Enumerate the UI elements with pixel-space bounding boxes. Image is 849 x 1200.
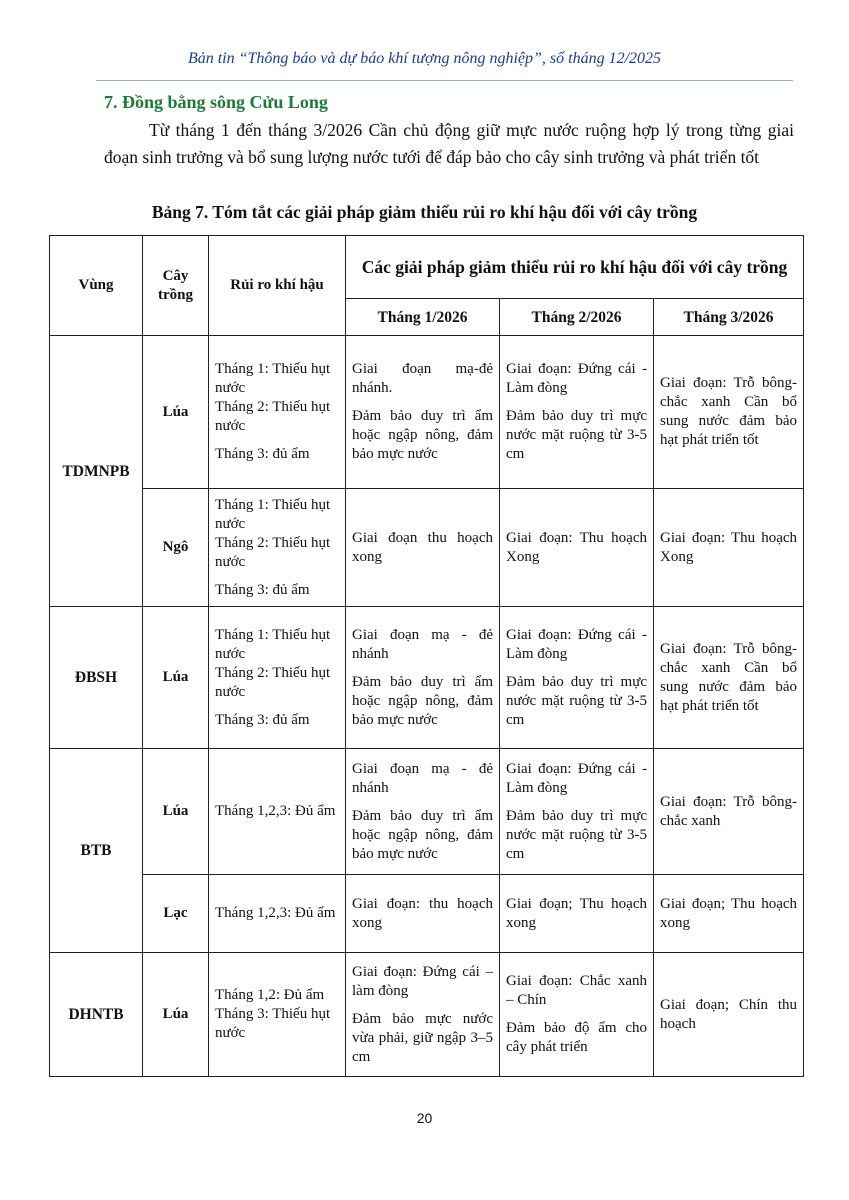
header-month-2: Tháng 2/2026	[500, 299, 654, 336]
header-solutions: Các giải pháp giảm thiểu rủi ro khí hậu đối với cây trồng	[346, 236, 804, 299]
header-region: Vùng	[50, 236, 143, 336]
month-2-cell	[500, 749, 654, 875]
m1-line: Giai đoạn mạ-đẻ nhánh.	[352, 361, 493, 396]
m2-line: Đảm bảo duy trì mực nước mặt ruộng từ 3-5 cm	[506, 673, 647, 728]
m1-line: Giai đoạn mạ - đẻ nhánh	[352, 626, 493, 662]
table-row	[50, 749, 804, 875]
region-cell: DHNTB	[50, 953, 143, 1077]
month-1-cell	[346, 953, 500, 1077]
risk-line: Tháng 1: Thiếu hụt nước	[215, 361, 331, 396]
month-3-cell	[654, 336, 804, 489]
crop-cell: Lúa	[143, 607, 209, 749]
risk-line: Tháng 1: Thiếu hụt nước	[215, 496, 331, 532]
m2-line: Đảm bảo độ ẩm cho cây phát triển	[506, 1020, 647, 1055]
m1-line: Đảm bảo duy trì ẩm hoặc ngập nông, đảm bảo mực nước	[352, 408, 493, 462]
risk-line: Tháng 3: đủ ẩm	[215, 711, 310, 728]
m2-line: Giai đoạn: Đứng cái -Làm đòng	[506, 626, 647, 662]
m1-line: Đảm bảo duy trì ẩm hoặc ngập nông, đảm bảo mực nước	[352, 673, 493, 728]
risk-cell	[209, 489, 346, 607]
table-row	[50, 607, 804, 749]
m1-line: Đảm bảo mực nước vừa phải, giữ ngập 3–5 cm	[352, 1010, 493, 1065]
m3-line: Giai đoạn: Trỗ bông- chắc xanh Cần bổ sung nước đảm bảo hạt phát triển tốt	[660, 375, 798, 448]
risk-line: Tháng 2: Thiếu hụt nước	[215, 534, 331, 570]
month-1-cell	[346, 336, 500, 489]
risk-cell	[209, 607, 346, 749]
month-3-cell	[654, 953, 804, 1077]
header-month-3: Tháng 3/2026	[654, 299, 804, 336]
month-3-cell	[654, 749, 804, 875]
risk-line: Tháng 2: Thiếu hụt nước	[215, 399, 331, 434]
risk-line: Tháng 3: Thiếu hụt nước	[215, 1006, 331, 1041]
month-1-cell	[346, 749, 500, 875]
risk-cell	[209, 749, 346, 875]
risk-line: Tháng 1,2,3: Đủ ẩm	[215, 905, 336, 921]
m3-line: Giai đoạn; Thu hoạch xong	[660, 895, 798, 931]
climate-risk-table	[49, 235, 804, 1077]
m2-line: Giai đoạn: Đứng cái -Làm đòng	[506, 760, 647, 796]
m3-line: Giai đoạn: Thu hoạch Xong	[660, 529, 798, 565]
intro-paragraph: Từ tháng 1 đến tháng 3/2026 Cần chủ động giữ mực nước ruộng hợp lý trong từng giai đoạn sinh trưởng và bổ sung lượng nước tưới để đáp bảo cho cây sinh trưởng và phát triển tốt	[104, 120, 794, 167]
crop-cell: Ngô	[143, 489, 209, 607]
m2-line: Giai đoạn: Thu hoạch Xong	[506, 529, 647, 565]
risk-line: Tháng 3: đủ ẩm	[215, 581, 310, 598]
crop-cell: Lạc	[143, 875, 209, 953]
month-1-cell	[346, 875, 500, 953]
month-3-cell	[654, 489, 804, 607]
table-row	[50, 953, 804, 1077]
section-title: 7. Đồng bằng sông Cửu Long	[104, 92, 328, 112]
month-2-cell	[500, 953, 654, 1077]
month-2-cell	[500, 875, 654, 953]
m2-line: Đảm bảo duy trì mực nước mặt ruộng từ 3-5 cm	[506, 807, 647, 862]
m3-line: Giai đoạn; Chín thu hoạch	[660, 996, 798, 1032]
m3-line: Giai đoạn: Trỗ bông- chắc xanh Cần bổ sung nước đảm bảo hạt phát triển tốt	[660, 640, 798, 714]
header-risk: Rủi ro khí hậu	[209, 236, 346, 336]
header-crop: Cây trồng	[143, 236, 209, 336]
month-2-cell	[500, 489, 654, 607]
region-cell: ĐBSH	[50, 607, 143, 749]
month-1-cell	[346, 489, 500, 607]
risk-cell	[209, 875, 346, 953]
table-caption: Bảng 7. Tóm tắt các giải pháp giảm thiểu rủi ro khí hậu đối với cây trồng	[151, 202, 698, 222]
risk-cell	[209, 336, 346, 489]
month-3-cell	[654, 875, 804, 953]
crop-cell: Lúa	[143, 953, 209, 1077]
m2-line: Giai đoạn: Đứng cái -Làm đòng	[506, 361, 647, 396]
table-row	[50, 875, 804, 953]
risk-line: Tháng 3: đủ ẩm	[215, 446, 310, 462]
region-cell: BTB	[50, 749, 143, 953]
risk-line: Tháng 1,2: Đủ ẩm	[215, 987, 325, 1003]
risk-cell	[209, 953, 346, 1077]
table-row	[50, 489, 804, 607]
header-month-1: Tháng 1/2026	[346, 299, 500, 336]
document-header: Bản tin “Thông báo và dự báo khí tượng nông nghiệp”, số tháng 12/2025	[187, 50, 662, 67]
m1-line: Giai đoạn: Đứng cái – làm đòng	[352, 963, 493, 999]
m1-line: Giai đoạn thu hoạch xong	[352, 529, 493, 565]
m1-line: Giai đoạn mạ - đẻ nhánh	[352, 760, 493, 796]
risk-line: Tháng 1,2,3: Đủ ẩm	[215, 803, 336, 819]
header-divider	[96, 80, 793, 81]
page-number: 20	[416, 1110, 433, 1126]
table-row	[50, 336, 804, 489]
m2-line: Đảm bảo duy trì mực nước mặt ruộng từ 3-5 cm	[506, 408, 647, 462]
region-cell: TDMNPB	[50, 336, 143, 607]
m2-line: Giai đoạn: Chắc xanh – Chín	[506, 973, 647, 1008]
month-2-cell	[500, 607, 654, 749]
crop-cell: Lúa	[143, 336, 209, 489]
risk-line: Tháng 2: Thiếu hụt nước	[215, 664, 331, 700]
risk-line: Tháng 1: Thiếu hụt nước	[215, 626, 331, 662]
m1-line: Đảm bảo duy trì ẩm hoặc ngập nông, đảm bảo mực nước	[352, 807, 493, 862]
m3-line: Giai đoạn: Trỗ bông- chắc xanh	[660, 793, 798, 829]
crop-cell: Lúa	[143, 749, 209, 875]
month-2-cell	[500, 336, 654, 489]
m1-line: Giai đoạn: thu hoạch xong	[352, 895, 493, 931]
month-1-cell	[346, 607, 500, 749]
m2-line: Giai đoạn; Thu hoạch xong	[506, 895, 647, 931]
month-3-cell	[654, 607, 804, 749]
